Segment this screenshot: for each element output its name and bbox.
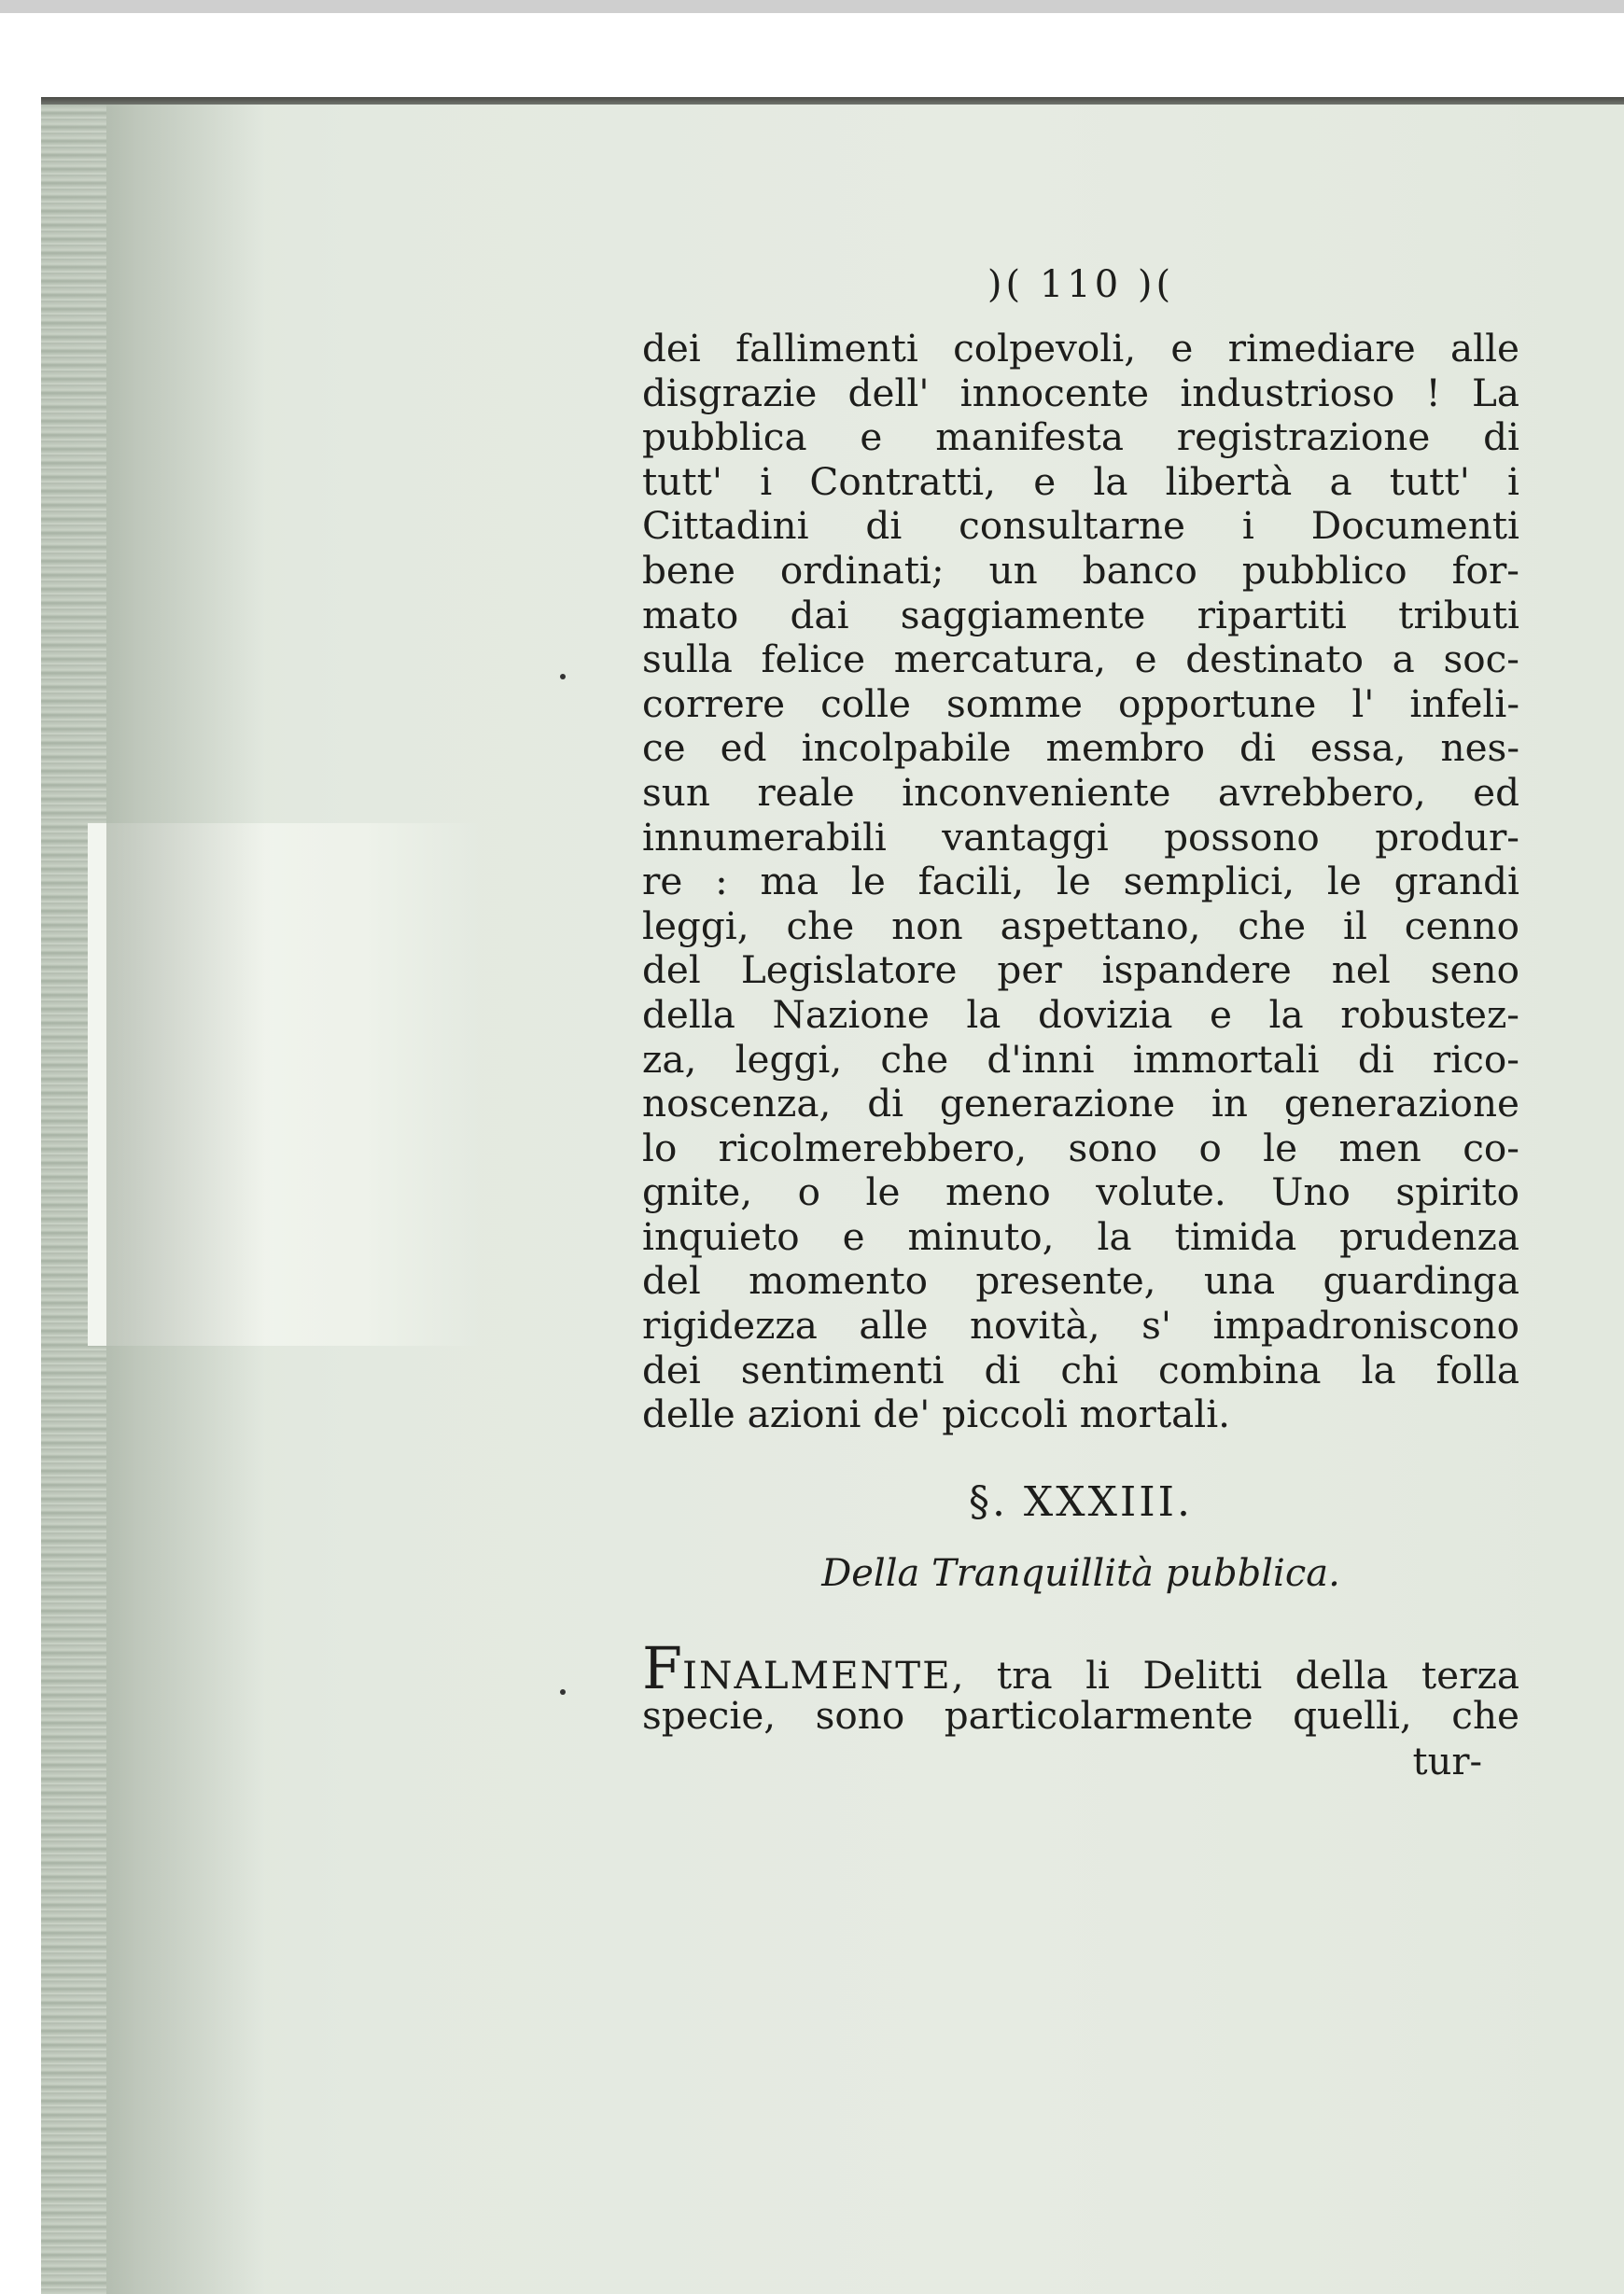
text-line: delle azioni de' piccoli mortali.	[642, 1392, 1231, 1437]
text-line: bene ordinati; un banco pubblico for-	[642, 547, 1519, 593]
text-line: tutt' i Contratti, e la libertà a tutt' i	[642, 458, 1519, 504]
text-line: sulla felice mercatura, e destinato a soc-	[642, 636, 1519, 682]
text-line: del Legislatore per ispandere nel seno	[642, 947, 1519, 993]
text-line: della Nazione la dovizia e la robustez-	[642, 991, 1519, 1037]
text-line: rigidezza alle novità, s' impadroniscono	[642, 1303, 1519, 1349]
text-line: dei fallimenti colpevoli, e rimediare alle	[642, 326, 1519, 371]
section-number: §. XXXIII.	[968, 1477, 1194, 1526]
drop-letter: F	[642, 1633, 683, 1702]
ink-speck	[560, 674, 566, 679]
text-line: inquieto e minuto, la timida prudenza	[642, 1213, 1519, 1259]
paragraph-1	[642, 327, 1519, 1437]
section-title: Della Tranquillità pubblica.	[821, 1551, 1340, 1595]
running-head: )( 110 )(	[987, 263, 1175, 306]
text-line: leggi, che non aspettano, che il cenno	[642, 902, 1519, 948]
text-line: ce ed incolpabile membro di essa, nes-	[642, 725, 1519, 771]
text-line: disgrazie dell' innocente industrioso ! La	[642, 370, 1519, 415]
text-line: innumerabili vantaggi possono produr-	[642, 814, 1519, 860]
text-line: Cittadini di consultarne i Documenti	[642, 503, 1519, 549]
paragraph-2-line-1	[642, 1633, 1519, 1702]
page-text-block	[642, 261, 1519, 1785]
text-line: pubblica e manifesta registrazione di	[642, 414, 1519, 460]
paragraph-2	[642, 1633, 1519, 1739]
first-word-smallcaps: INALMENTE	[682, 1652, 952, 1698]
text-line: gnite, o le meno volute. Uno spirito	[642, 1169, 1519, 1215]
catchword: tur-	[1412, 1741, 1482, 1784]
text-line: za, leggi, che d'inni immortali di rico-	[642, 1036, 1519, 1082]
text-line: lo ricolmerebbero, sono o le men co-	[642, 1125, 1519, 1170]
spine-faded-patch	[88, 823, 480, 1346]
text-line: re : ma le facili, le semplici, le grandi	[642, 859, 1519, 904]
scan-top-band	[0, 0, 1624, 13]
paragraph-2-line-1-rest: , tra li Delitti della terza	[951, 1652, 1519, 1698]
text-line: del momento presente, una guardinga	[642, 1258, 1519, 1304]
text-line: sun reale inconveniente avrebbero, ed	[642, 769, 1519, 815]
text-line: mato dai saggiamente ripartiti tributi	[642, 592, 1519, 637]
text-line: correre colle somme opportune l' infeli-	[642, 680, 1519, 726]
text-line: dei sentimenti di chi combina la folla	[642, 1347, 1519, 1392]
text-line: noscenza, di generazione in generazione	[642, 1081, 1519, 1126]
ink-speck	[560, 1689, 566, 1695]
paragraph-2-line-2: specie, sono particolarmente quelli, che	[642, 1693, 1519, 1739]
